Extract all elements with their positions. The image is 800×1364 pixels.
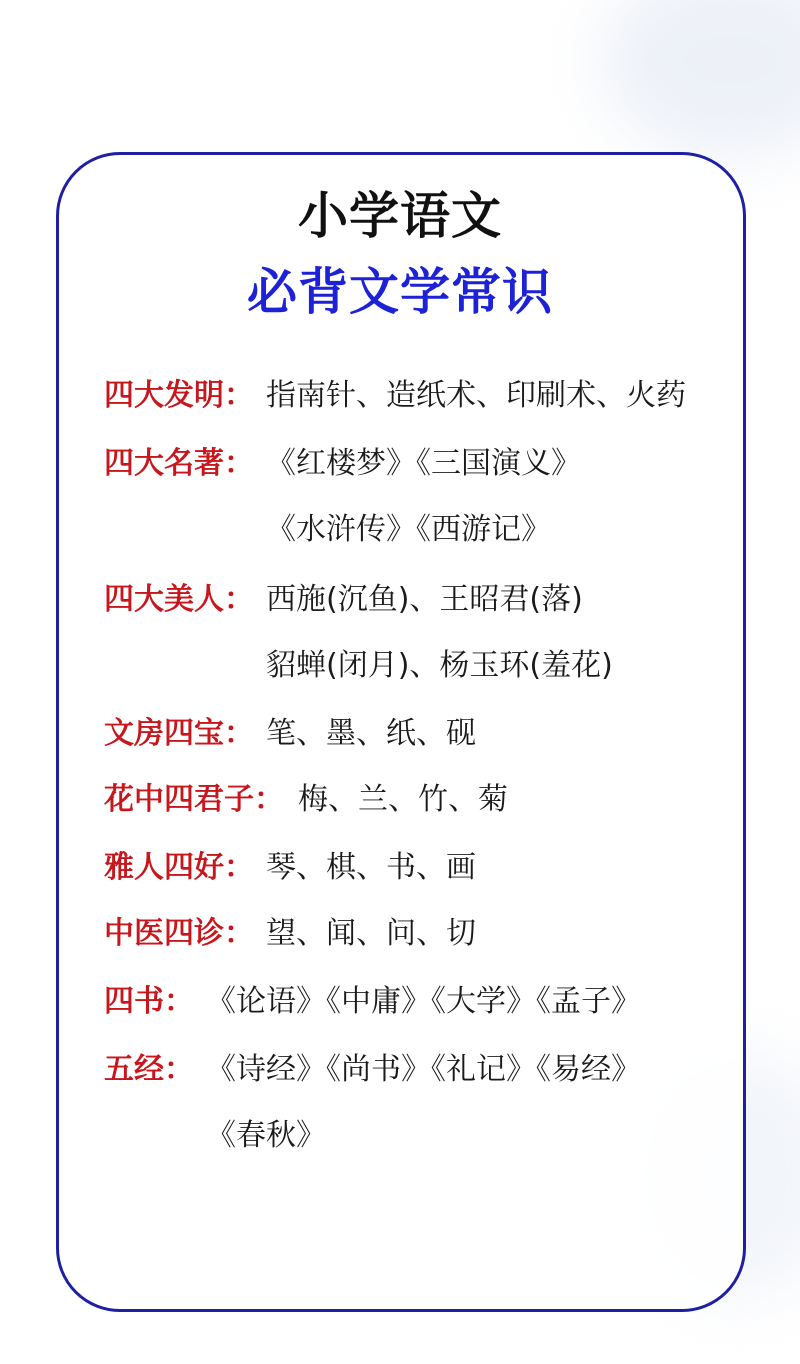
- list-item: [104, 1050, 194, 1090]
- item-label: 四大名著：: [104, 446, 254, 481]
- item-label: 四大发明：: [104, 378, 254, 413]
- item-label: 文房四宝：: [104, 716, 254, 751]
- item-content-continued: 貂蝉(闭月)、杨玉环(羞花): [266, 648, 613, 683]
- item-content: 梅、兰、竹、菊: [298, 782, 508, 817]
- list-item: [104, 580, 254, 620]
- item-label: 四大美人：: [104, 582, 254, 617]
- page-title: 小学语文: [298, 187, 502, 245]
- item-content: 笔、墨、纸、砚: [266, 716, 476, 751]
- item-label: 中医四诊：: [104, 916, 254, 951]
- item-content-continued: 《水浒传》《西游记》: [266, 512, 551, 547]
- item-content: 指南针、造纸术、印刷术、火药: [266, 378, 686, 413]
- item-content-continued: 《春秋》: [206, 1118, 326, 1153]
- list-item: [104, 914, 254, 954]
- item-content: 西施(沉鱼)、王昭君(落): [266, 582, 583, 617]
- page-subtitle: 必背文学常识: [247, 263, 553, 321]
- list-item: [104, 780, 284, 820]
- item-label: 雅人四好：: [104, 850, 254, 885]
- item-label: 花中四君子：: [104, 782, 284, 817]
- list-item: [104, 444, 254, 484]
- item-content: 《论语》《中庸》《大学》《孟子》: [206, 984, 641, 1019]
- list-item: [104, 848, 254, 888]
- background-glow-top-right: [600, 0, 800, 160]
- item-label: 五经：: [104, 1052, 194, 1087]
- item-label: 四书：: [104, 984, 194, 1019]
- item-content: 《诗经》《尚书》《礼记》《易经》: [206, 1052, 641, 1087]
- item-content: 《红楼梦》《三国演义》: [266, 446, 581, 481]
- list-item: [104, 714, 254, 754]
- list-item: [104, 982, 194, 1022]
- item-content: 望、闻、问、切: [266, 916, 476, 951]
- list-item: [104, 376, 254, 416]
- item-content: 琴、棋、书、画: [266, 850, 476, 885]
